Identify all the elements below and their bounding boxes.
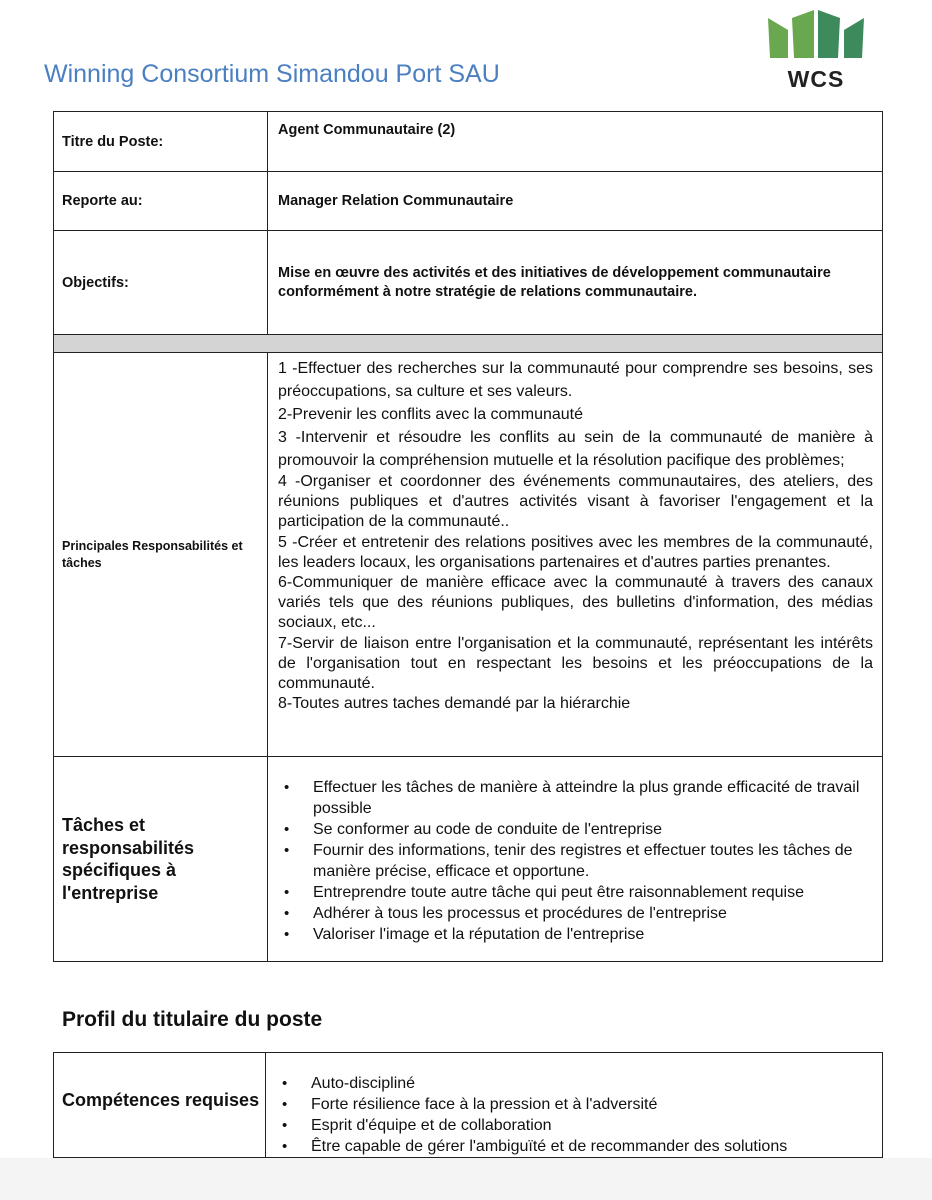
objectives-row bbox=[54, 231, 883, 335]
profile-table bbox=[53, 1052, 883, 1158]
responsibilities-label: Principales Responsabilités et tâches bbox=[54, 353, 268, 757]
profile-heading: Profil du titulaire du poste bbox=[62, 1008, 323, 1031]
specific-tasks-cell bbox=[268, 757, 883, 962]
responsibility-item: 1 -Effectuer des recherches sur la communauté pour comprendre ses besoins, ses préoccupations, sa culture et ses valeurs. bbox=[278, 360, 873, 400]
specific-task-item: • Valoriser l'image et la réputation de l'entreprise bbox=[268, 924, 868, 945]
company-name: Winning Consortium Simandou Port SAU bbox=[44, 60, 500, 88]
skills-list bbox=[266, 1073, 882, 1157]
responsibility-item: 3 -Intervenir et résoudre les conflits au sein de la communauté de manière à promouvoir la compréhension mutuelle et la résolution pacifique des problèmes; bbox=[278, 429, 873, 469]
responsibility-item: 2-Prevenir les conflits avec la communauté bbox=[278, 406, 584, 423]
specific-tasks-label: Tâches et responsabilités spécifiques à l'entreprise bbox=[54, 757, 268, 962]
reports-value: Manager Relation Communautaire bbox=[268, 172, 883, 231]
specific-task-item: • Fournir des informations, tenir des registres et effectuer toutes les tâches de manière précise, efficace et opportune. bbox=[268, 840, 868, 882]
reports-label: Reporte au: bbox=[54, 172, 268, 231]
title-row bbox=[54, 112, 883, 172]
page-bottom-edge bbox=[0, 1158, 932, 1200]
skill-item: • Esprit d'équipe et de collaboration bbox=[266, 1115, 882, 1136]
responsibility-item: 7-Servir de liaison entre l'organisation et la communauté, représentant les intérêts de l'organisation tout en respectant les besoins et les préoccupations de la communauté. bbox=[278, 634, 873, 693]
title-label: Titre du Poste: bbox=[54, 112, 268, 172]
skills-label: Compétences requises bbox=[54, 1053, 266, 1158]
separator-row bbox=[54, 335, 883, 353]
skills-cell bbox=[266, 1053, 883, 1158]
objectives-label: Objectifs: bbox=[54, 231, 268, 335]
responsibility-item: 4 -Organiser et coordonner des événements communautaires, des ateliers, des réunions publiques et d'autres activités visant à favoriser l'engagement et la participation de la communauté.. bbox=[278, 473, 873, 531]
specific-task-item: • Effectuer les tâches de manière à atteindre la plus grande efficacité de travail possible bbox=[268, 777, 868, 819]
reports-row bbox=[54, 172, 883, 231]
logo-text: WCS bbox=[787, 66, 845, 92]
specific-tasks-list bbox=[268, 777, 882, 945]
responsibility-item: 6-Communiquer de manière efficace avec la communauté à travers des canaux variés tels que des réunions publiques, des bulletins d'information, des médias sociaux, etc... bbox=[278, 574, 873, 632]
objectives-value: Mise en œuvre des activités et des initiatives de développement communautaire conformément à notre stratégie de relations communautaire. bbox=[268, 231, 883, 335]
skill-item: • Être capable de gérer l'ambiguïté et de recommander des solutions bbox=[266, 1136, 882, 1157]
job-description-table bbox=[53, 111, 883, 962]
responsibility-item: 5 -Créer et entretenir des relations positives avec les membres de la communauté, les leaders locaux, les organisations partenaires et d'autres parties prenantes. bbox=[278, 533, 873, 571]
specific-task-item: • Se conformer au code de conduite de l'entreprise bbox=[268, 819, 868, 840]
specific-tasks-row bbox=[54, 757, 883, 962]
responsibilities-list bbox=[268, 353, 883, 757]
title-value: Agent Communautaire (2) bbox=[268, 112, 883, 172]
logo-bars-icon bbox=[764, 8, 868, 68]
specific-task-item: • Entreprendre toute autre tâche qui peut être raisonnablement requise bbox=[268, 882, 868, 903]
skills-row bbox=[54, 1053, 883, 1158]
responsibility-item: 8-Toutes autres taches demandé par la hiérarchie bbox=[278, 695, 631, 713]
company-logo bbox=[764, 8, 868, 92]
separator-band bbox=[54, 335, 883, 353]
specific-task-item: • Adhérer à tous les processus et procédures de l'entreprise bbox=[268, 903, 868, 924]
skill-item: • Forte résilience face à la pression et à l'adversité bbox=[266, 1094, 882, 1115]
responsibilities-row bbox=[54, 353, 883, 757]
skill-item: • Auto-discipliné bbox=[266, 1073, 882, 1094]
